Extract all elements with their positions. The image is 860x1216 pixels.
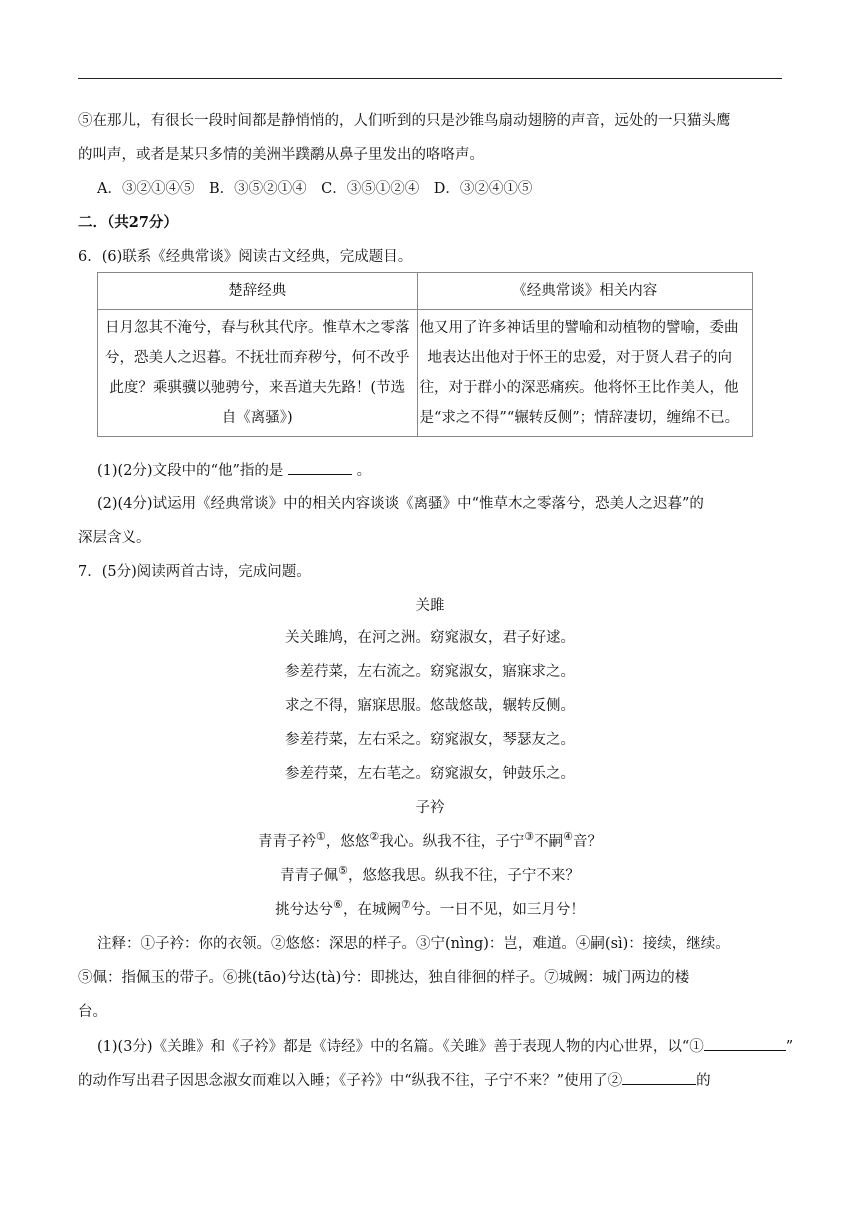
annotation-line: 注释：①子衿：你的衣领。②悠悠：深思的样子。③宁(nìng)：岂，难道。④嗣(sì)：接续，继续。	[97, 936, 730, 952]
question-7-sub1: (1)(3分)《关雎》和《子衿》都是《诗经》中的名篇。《关雎》善于表现人物的内心世界，以“① ”	[97, 1036, 793, 1057]
footnote-marker: ①	[316, 830, 326, 844]
table-header-left: 楚辞经典	[98, 273, 418, 310]
cell-line: 他又用了许多神话里的譬喻和动植物的譬喻，委曲	[419, 320, 739, 336]
comparison-table	[97, 272, 753, 437]
section-heading: 二．（共27分）	[78, 214, 178, 231]
question-6-sub1: (1)(2分)文段中的“他”指的是 。	[97, 460, 371, 481]
question-6-sub2-cont: 深层含义。	[78, 530, 151, 546]
cell-line: 日月忽其不淹兮，春与秋其代序。惟草木之零落	[105, 320, 410, 336]
footnote-marker: ⑥	[333, 898, 343, 912]
poem-line: 挑兮达兮⑥，在城阙⑦兮。一日不见，如三月兮！	[275, 898, 585, 918]
footnote-marker: ③	[524, 830, 535, 844]
answer-blank[interactable]	[704, 1036, 786, 1051]
footnote-marker: ②	[369, 830, 380, 844]
answer-blank[interactable]	[288, 460, 352, 475]
poem-line: 关关雎鸠，在河之洲。窈窕淑女，君子好逑。	[285, 630, 575, 646]
cell-line: 此度？乘骐骥以驰骋兮，来吾道夫先路！(节选	[109, 380, 406, 396]
poem-line: 求之不得，寤寐思服。悠哉悠哉，辗转反侧。	[285, 698, 575, 714]
cell-line: 往，对于群小的深恶痛疾。他将怀王比作美人，他	[419, 380, 739, 396]
question-6-sub2: (2)(4分)试运用《经典常谈》中的相关内容谈谈《离骚》中“惟草木之零落兮，恐美人之迟暮”的	[97, 496, 704, 512]
table-cell-right	[417, 310, 753, 437]
passage-line: ⑤在那儿，有很长一段时间都是静悄悄的，人们听到的只是沙锥鸟扇动翅膀的声音，远处的一只猫头鹰	[78, 113, 731, 129]
footnote-marker: ⑦	[401, 898, 411, 912]
footnote-marker: ⑤	[338, 864, 348, 878]
poem-line: 参差荇菜，左右流之。窈窕淑女，寤寐求之。	[285, 664, 575, 680]
cell-line: 地表达出他对于怀王的忠爱，对于贤人君子的向	[427, 350, 732, 366]
answer-options: A．③②①④⑤ B．③⑤②①④ C．③⑤①②④ D．③②④①⑤	[97, 181, 533, 197]
cell-line: 兮，恐美人之迟暮。不抚壮而弃秽兮，何不改乎	[105, 350, 410, 366]
question-7-stem: 7．(5分)阅读两首古诗，完成问题。	[78, 564, 311, 580]
table-header-right: 《经典常谈》相关内容	[417, 273, 753, 310]
poem-line: 参差荇菜，左右芼之。窈窕淑女，钟鼓乐之。	[285, 766, 575, 782]
question-6-stem: 6．(6)联系《经典常谈》阅读古文经典，完成题目。	[78, 249, 413, 265]
poem-title: 关雎	[415, 598, 445, 614]
poem-line: 参差荇菜，左右采之。窈窕淑女，琴瑟友之。	[285, 732, 575, 748]
cell-line: 是“求之不得”“辗转反侧”；情辞凄切，缠绵不已。	[419, 410, 740, 426]
table-cell-left	[98, 310, 418, 437]
poem-line: 青青子衿①，悠悠②我心。纵我不往，子宁③不嗣④音？	[258, 830, 602, 850]
footnote-marker: ④	[563, 830, 573, 844]
annotation-line: 台。	[78, 1004, 107, 1020]
cell-line: 自《离骚》)	[221, 410, 293, 426]
header-rule	[78, 78, 782, 79]
poem-title: 子衿	[415, 800, 445, 816]
passage-line: 的叫声，或者是某只多情的美洲半蹼鹬从鼻子里发出的咯咯声。	[78, 147, 484, 163]
poem-line: 青青子佩⑤，悠悠我思。纵我不往，子宁不来？	[280, 864, 580, 884]
question-7-sub1-cont: 的动作写出君子因思念淑女而难以入睡；《子衿》中“纵我不往，子宁不来？”使用了② 的	[78, 1070, 711, 1091]
annotation-line: ⑤佩：指佩玉的带子。⑥挑(tāo)兮达(tà)兮：即挑达，独自徘徊的样子。⑦城阙：城门两边的楼	[78, 970, 690, 986]
answer-blank[interactable]	[622, 1070, 696, 1085]
